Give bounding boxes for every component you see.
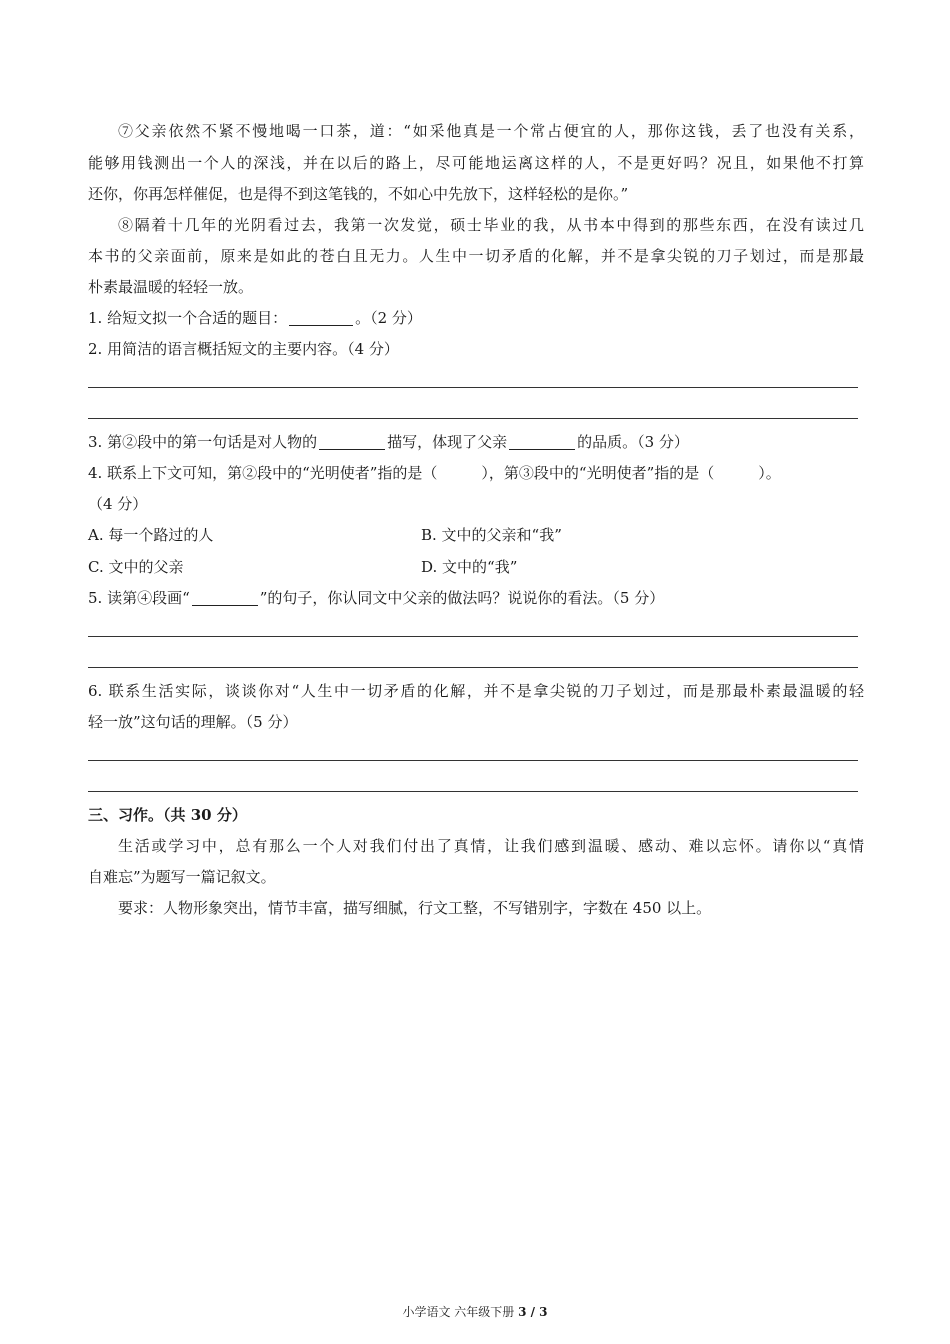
answer-line[interactable] <box>88 791 858 792</box>
question-5-text-1: 5. 读第④段画“ <box>88 589 190 607</box>
question-4-score: （4 分） <box>88 495 148 513</box>
question-6-line-2: 轻一放”这句话的理解。（5 分） <box>88 713 298 731</box>
question-3-text-3: 的品质。（3 分） <box>577 433 689 451</box>
option-c: C. 文中的父亲 <box>88 558 184 576</box>
question-3 <box>88 432 689 452</box>
question-1-blank[interactable] <box>289 310 353 326</box>
option-a: A. 每一个路过的人 <box>88 526 214 544</box>
paragraph-8-line-2: 本书的父亲面前，原来是如此的苍白且无力。人生中一切矛盾的化解，并不是拿尖锐的刀子划过，而是那最 <box>88 247 864 265</box>
answer-line[interactable] <box>88 387 858 388</box>
section-3-heading: 三、习作。（共 30 分） <box>88 806 247 824</box>
answer-line[interactable] <box>88 418 858 419</box>
question-3-blank-2[interactable] <box>509 434 575 450</box>
question-1-score: 。（2 分） <box>355 309 422 327</box>
question-2: 2. 用简洁的语言概括短文的主要内容。（4 分） <box>88 340 399 358</box>
answer-line[interactable] <box>88 636 858 637</box>
question-1-text: 1. 给短文拟一个合适的题目： <box>88 309 288 327</box>
question-5 <box>88 588 664 608</box>
paragraph-7-line-1: ⑦父亲依然不紧不慢地喝一口茶，道：“如采他真是一个常占便宜的人，那你这钱，丢了也没有关系， <box>118 122 864 140</box>
question-3-text-1: 3. 第②段中的第一句话是对人物的 <box>88 433 318 451</box>
question-3-blank-1[interactable] <box>319 434 385 450</box>
question-4 <box>88 463 781 483</box>
question-5-text-2: ”的句子，你认同文中父亲的做法吗？说说你的看法。（5 分） <box>259 589 665 607</box>
answer-line[interactable] <box>88 667 858 668</box>
question-3-text-2: 描写，体现了父亲 <box>387 433 508 451</box>
paragraph-8-line-1: ⑧隔着十几年的光阴看过去，我第一次发觉，硕士毕业的我，从书本中得到的那些东西，在没有读过几 <box>118 216 864 234</box>
answer-line[interactable] <box>88 760 858 761</box>
page-number: 3 / 3 <box>518 1305 548 1319</box>
paragraph-7-line-2: 能够用钱测出一个人的深浅，并在以后的路上，尽可能地运离这样的人，不是更好吗？况且，如果他不打算 <box>88 154 864 172</box>
question-4-text-1: 4. 联系上下文可知，第②段中的“光明使者”指的是（ <box>88 464 438 482</box>
question-6-line-1: 6. 联系生活实际，谈谈你对“人生中一切矛盾的化解，并不是拿尖锐的刀子划过，而是那最朴素最温暖的轻 <box>88 682 864 700</box>
option-d: D. 文中的“我” <box>421 558 518 576</box>
question-4-text-3: ）。 <box>758 464 781 482</box>
writing-requirements: 要求：人物形象突出，情节丰富，描写细腻，行文工整，不写错别字，字数在 450 以上。 <box>118 899 712 917</box>
paragraph-7-line-3: 还你，你再怎样催促，也是得不到这笔钱的，不如心中先放下，这样轻松的是你。” <box>88 185 629 203</box>
footer-label: 小学语文 六年级下册 <box>402 1305 519 1319</box>
paragraph-8-line-3: 朴素最温暖的轻轻一放。 <box>88 278 254 296</box>
page-footer <box>0 1304 950 1320</box>
option-b: B. 文中的父亲和“我” <box>421 526 562 544</box>
writing-prompt-line-1: 生活或学习中，总有那么一个人对我们付出了真情，让我们感到温暖、感动、难以忘怀。请你以“真情 <box>118 837 864 855</box>
question-1 <box>88 308 422 328</box>
writing-prompt-line-2: 自难忘”为题写一篇记叙文。 <box>88 868 276 886</box>
question-4-text-2: ），第③段中的“光明使者”指的是（ <box>481 464 715 482</box>
question-5-blank[interactable] <box>192 590 258 606</box>
